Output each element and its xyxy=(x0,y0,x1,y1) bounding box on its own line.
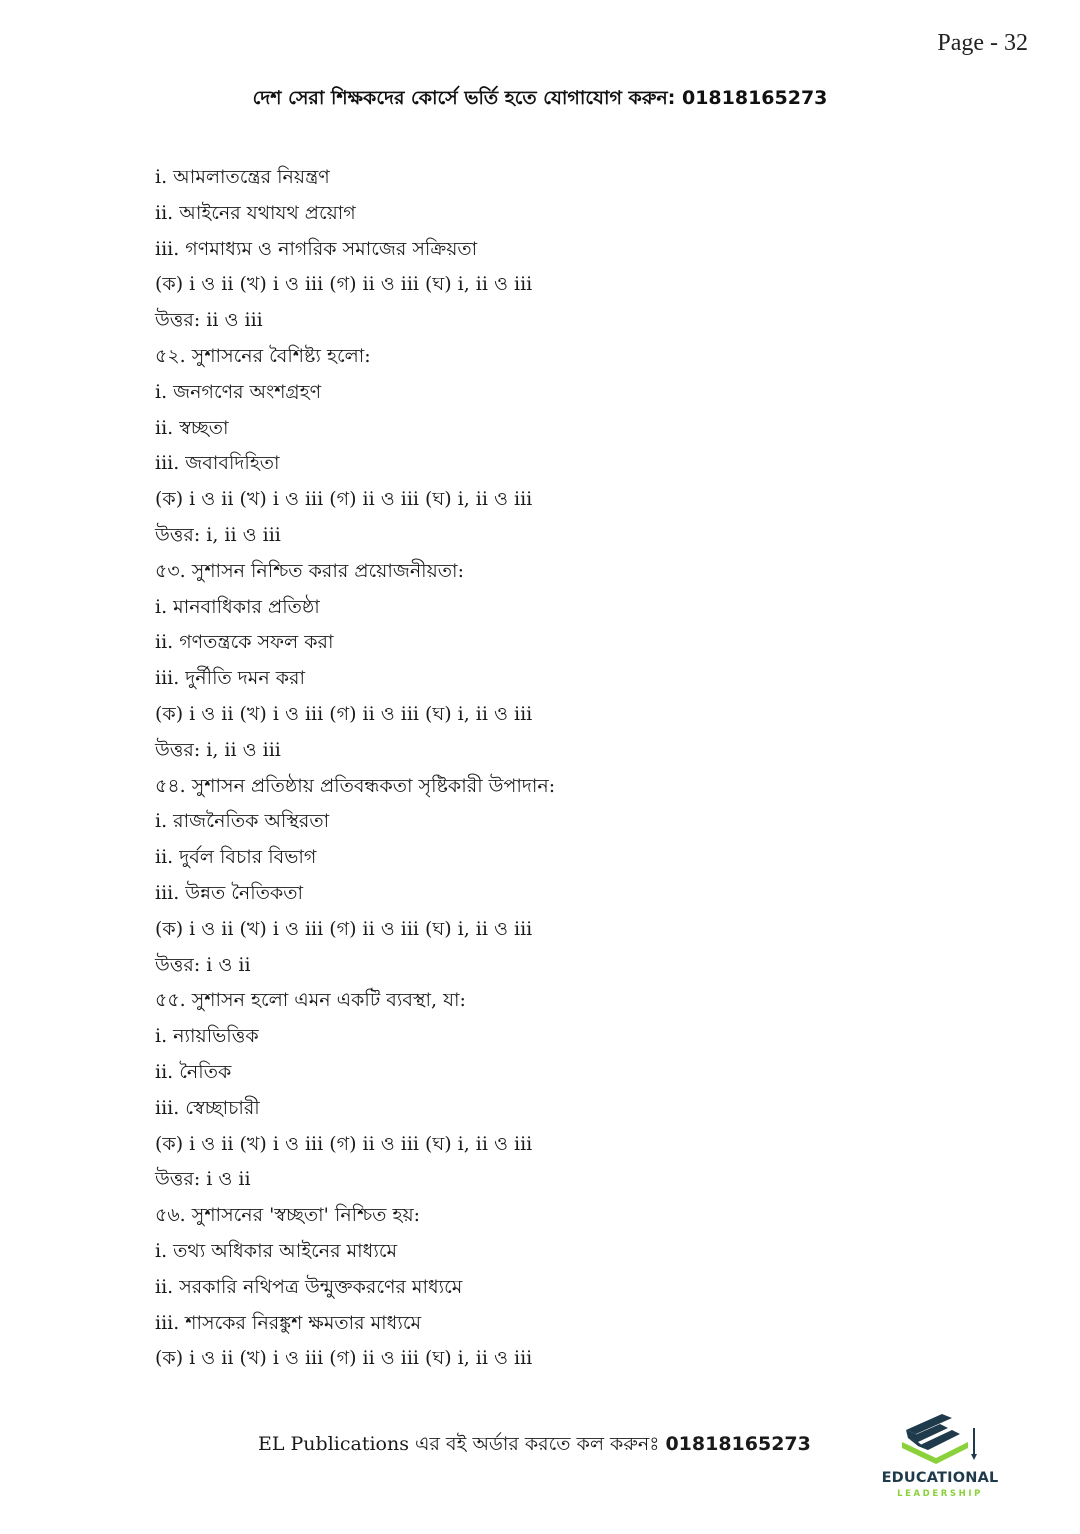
text-line: ii. স্বচ্ছতা xyxy=(155,416,229,439)
educational-leadership-logo xyxy=(878,1408,1002,1508)
logo-text-educational: EDUCATIONAL xyxy=(881,1470,999,1486)
question-line: ৫৫. সুশাসন হলো এমন একটি ব্যবস্থা, যা: xyxy=(155,989,466,1012)
text-line: iii. শাসকের নিরঙ্কুশ ক্ষমতার মাধ্যমে xyxy=(155,1311,422,1334)
options-line: (ক) i ও ii (খ) i ও iii (গ) ii ও iii (ঘ) i, ii ও iii xyxy=(155,488,533,511)
text-line: i. মানবাধিকার প্রতিষ্ঠা xyxy=(155,595,320,618)
answer-line: উত্তর: i, ii ও iii xyxy=(155,738,281,761)
footer-phone: 01818165273 xyxy=(665,1433,811,1455)
text-line: ii. গণতন্ত্রকে সফল করা xyxy=(155,631,334,654)
options-line: (ক) i ও ii (খ) i ও iii (গ) ii ও iii (ঘ) i, ii ও iii xyxy=(155,702,533,725)
answer-line: উত্তর: i ও ii xyxy=(155,953,251,976)
options-line: (ক) i ও ii (খ) i ও iii (গ) ii ও iii (ঘ) i, ii ও iii xyxy=(155,1347,533,1370)
question-line: ৫৬. সুশাসনের 'স্বচ্ছতা' নিশ্চিত হয়: xyxy=(155,1204,421,1227)
question-line: ৫২. সুশাসনের বৈশিষ্ট্য হলো: xyxy=(155,344,371,367)
text-line: iii. গণমাধ্যম ও নাগরিক সমাজের সক্রিয়তা xyxy=(155,237,478,260)
contact-banner: দেশ সেরা শিক্ষকদের কোর্সে ভর্তি হতে যোগাযোগ করুন: 01818165273 xyxy=(252,87,828,109)
text-line: iii. দুর্নীতি দমন করা xyxy=(155,667,305,690)
text-line: ii. নৈতিক xyxy=(155,1060,232,1083)
text-line: iii. জবাবদিহিতা xyxy=(155,452,280,475)
footer-order-note xyxy=(258,1430,811,1462)
options-line: (ক) i ও ii (খ) i ও iii (গ) ii ও iii (ঘ) i, ii ও iii xyxy=(155,917,533,940)
text-line: i. আমলাতন্ত্রের নিয়ন্ত্রণ xyxy=(155,166,330,188)
text-line: iii. উন্নত নৈতিকতা xyxy=(155,881,304,904)
answer-line: উত্তর: ii ও iii xyxy=(155,309,263,332)
text-line: iii. স্বেচ্ছাচারী xyxy=(155,1096,260,1119)
text-line: ii. সরকারি নথিপত্র উন্মুক্তকরণের মাধ্যমে xyxy=(155,1275,463,1298)
options-line: (ক) i ও ii (খ) i ও iii (গ) ii ও iii (ঘ) i, ii ও iii xyxy=(155,1132,533,1155)
question-content xyxy=(155,160,955,1377)
footer-text: EL Publications এর বই অর্ডার করতে কল করুনঃ xyxy=(258,1433,666,1455)
text-line: ii. দুর্বল বিচার বিভাগ xyxy=(155,846,317,869)
text-line: i. তথ্য অধিকার আইনের মাধ্যমে xyxy=(155,1239,398,1262)
question-line: ৫৪. সুশাসন প্রতিষ্ঠায় প্রতিবন্ধকতা সৃষ্টিকারী উপাদান: xyxy=(155,774,556,797)
answer-line: উত্তর: i, ii ও iii xyxy=(155,523,281,546)
question-line: ৫৩. সুশাসন নিশ্চিত করার প্রয়োজনীয়তা: xyxy=(155,559,464,582)
text-line: i. রাজনৈতিক অস্থিরতা xyxy=(155,810,330,833)
text-line: ii. আইনের যথাযথ প্রয়োগ xyxy=(155,201,356,224)
answer-line: উত্তর: i ও ii xyxy=(155,1168,251,1191)
options-line: (ক) i ও ii (খ) i ও iii (গ) ii ও iii (ঘ) i, ii ও iii xyxy=(155,273,533,296)
logo-text-leadership: LEADERSHIP xyxy=(897,1489,983,1499)
graduation-cap-e-icon xyxy=(878,1408,1002,1470)
page-number: Page - 32 xyxy=(937,30,1028,56)
text-line: i. ন্যায়ভিত্তিক xyxy=(155,1025,259,1048)
text-line: i. জনগণের অংশগ্রহণ xyxy=(155,380,322,403)
